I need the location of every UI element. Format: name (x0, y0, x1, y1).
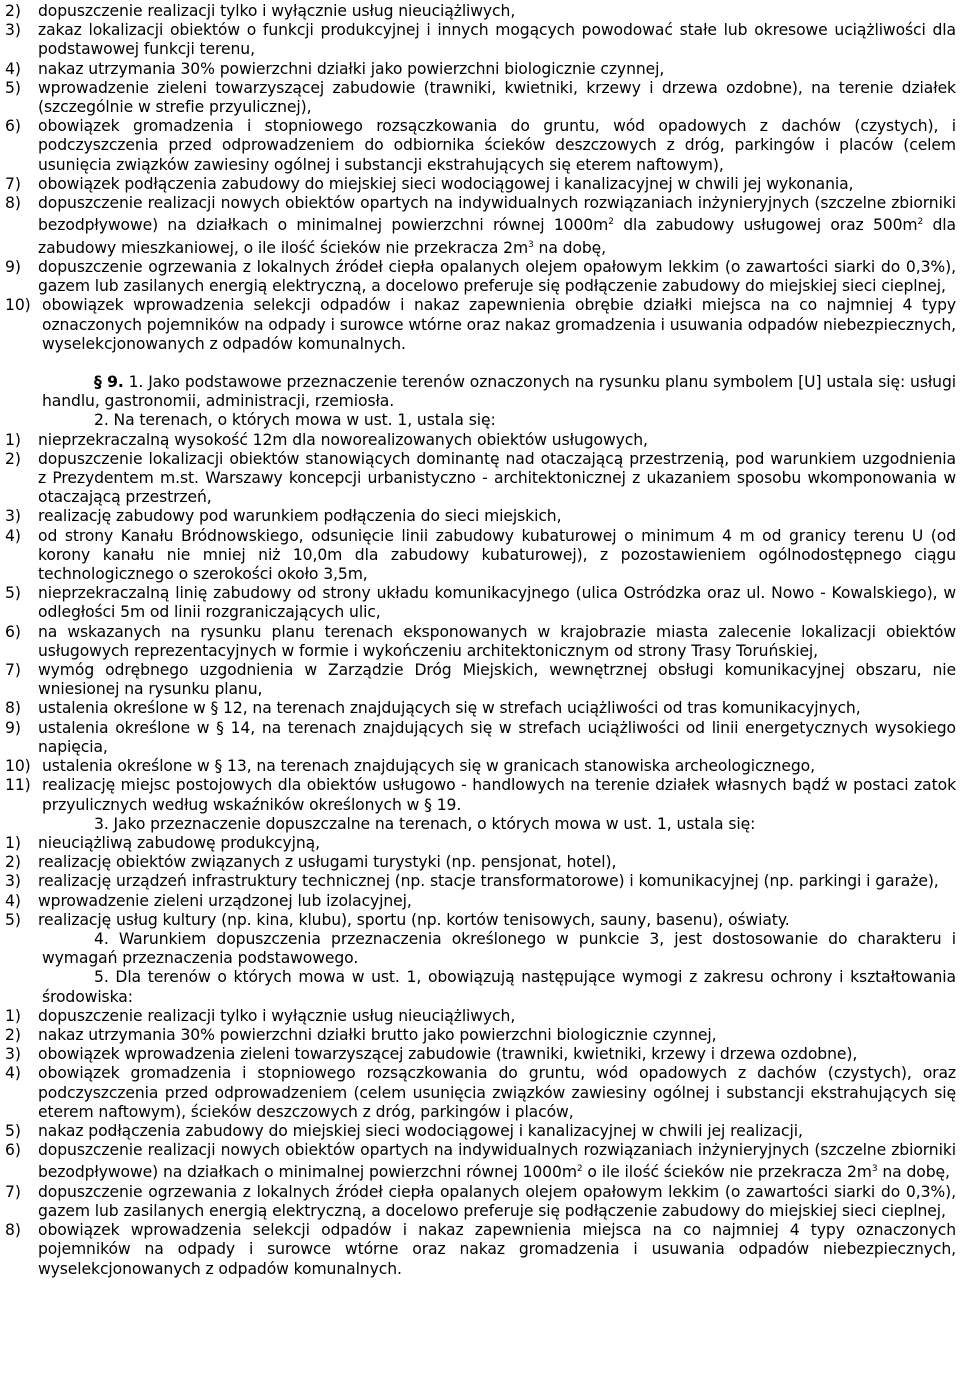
item-number: 8) (5, 1221, 21, 1240)
list-item (5, 527, 956, 585)
list-item (5, 79, 956, 117)
item-number: 9) (5, 258, 21, 277)
section-9-paragraph-4 (5, 930, 956, 968)
item-number: 4) (5, 891, 21, 910)
item-text: realizację miejsc postojowych dla obiektów usługowo - handlowych na terenie działek własnych bądź w postaci zatok przyulicznych według wskaźników określonych w § 19. (42, 776, 956, 814)
item-text: dopuszczenie realizacji nowych obiektów opartych na indywidualnych rozwiązaniach inżynieryjnych (szczelne zbiorniki bezodpływowe) na działkach o minimalnej powierzchni równej $1000m^2$ dla zabudowy usługowej oraz $500m^2$ dla zabudowy mieszkaniowej, o ile ilość ścieków nie przekracza $2m^3$ na dobę, (38, 194, 956, 257)
superscript: 2 (608, 217, 614, 228)
item-number: 7) (5, 174, 21, 193)
item-text: ustalenia określone w § 13, na terenach znajdujących się w granicach stanowiska archeologicznego, (42, 757, 815, 776)
list-a (5, 2, 956, 354)
item-text: realizację usług kultury (np. kina, klubu), sportu (np. kortów tenisowych, sauny, basenu), oświaty. (38, 910, 790, 929)
list-item (5, 1026, 956, 1045)
list-item (5, 911, 956, 930)
section-label: § 9. (94, 373, 124, 392)
list-item (5, 117, 956, 175)
list-item (5, 1141, 956, 1183)
list-item (5, 699, 956, 718)
superscript: 2 (576, 1164, 583, 1175)
item-text: dopuszczenie ogrzewania z lokalnych źródeł ciepła opalanych olejem opałowym lekkim (o zawartości siarki do 0,3%), gazem lub zasilanych energią elektryczną, a docelowo preferuje się podłączenie zabudowy do miejskiej sieci cieplnej, (38, 258, 956, 296)
list-item (5, 1221, 956, 1279)
item-number: 7) (5, 1182, 21, 1201)
superscript: 3 (528, 239, 534, 250)
list-b (5, 431, 956, 815)
list-item (5, 584, 956, 622)
item-number: 4) (5, 526, 21, 545)
section-9-paragraph-1 (5, 373, 956, 411)
list-item (5, 21, 956, 59)
item-number: 2) (5, 449, 21, 468)
item-text: nakaz podłączenia zabudowy do miejskiej sieci wodociągowej i kanalizacyjnej w chwili jej realizacji, (38, 1121, 803, 1140)
item-text: obowiązek wprowadzenia selekcji odpadów i nakaz zapewnienia obrębie działki miejsca na co najmniej 4 typy oznaczonych pojemników na odpady i surowce wtórne oraz nakaz gromadzenia i usuwania odpadów niebezpiecznych, wyselekcjonowanych z odpadów komunalnych. (42, 296, 956, 353)
item-text: realizację zabudowy pod warunkiem podłączenia do sieci miejskich, (38, 507, 562, 526)
item-number: 10) (5, 296, 31, 315)
item-text: dopuszczenie realizacji nowych obiektów opartych na indywidualnych rozwiązaniach inżynieryjnych (szczelne zbiorniki bezodpływowe) na działkach o minimalnej powierzchni równej $1000m^2$ o ile ilość ścieków nie przekracza $2m^3$ na dobę, (38, 1141, 956, 1182)
list-item (5, 296, 956, 354)
list-item (5, 175, 956, 194)
list-item (5, 872, 956, 891)
item-number: 8) (5, 194, 21, 213)
paragraph-text: Jako podstawowe przeznaczenie terenów oznaczonych na rysunku planu symbolem [U] ustala się: usługi handlu, gastronomii, administracji, rzemiosła. (42, 373, 956, 411)
item-text: wprowadzenie zieleni towarzyszącej zabudowie (trawniki, kwietniki, krzewy i drzewa ozdobne), na terenie działek (szczególnie w strefie przyulicznej), (38, 78, 956, 117)
item-number: 1) (5, 1006, 21, 1025)
item-number: 9) (5, 718, 21, 737)
item-text: dopuszczenie realizacji tylko i wyłącznie usług nieuciążliwych, (38, 2, 516, 20)
list-item (5, 194, 956, 258)
item-text: nakaz utrzymania 30% powierzchni działki brutto jako powierzchni biologicznie czynnej, (38, 1025, 717, 1044)
list-item (5, 258, 956, 296)
item-text: ustalenia określone w § 12, na terenach znajdujących się w strefach uciążliwości od tras komunikacyjnych, (38, 699, 861, 718)
list-item (5, 1122, 956, 1141)
item-number: 2) (5, 853, 21, 872)
list-item (5, 1007, 956, 1026)
section-9-paragraph-5 (5, 968, 956, 1006)
list-item (5, 853, 956, 872)
superscript: 3 (871, 1164, 878, 1175)
list-item (5, 2, 956, 21)
item-number: 6) (5, 622, 21, 641)
item-text: od strony Kanału Bródnowskiego, odsunięcie linii zabudowy kubaturowej o minimum 4 m od granicy terenu U (od korony kanału nie mniej niż 10,0m dla zabudowy kubaturowej), z pozostawieniem ogólnodostępnego ciągu technologicznego o szerokości około 3,5m, (38, 526, 956, 584)
item-number: 2) (5, 1025, 21, 1044)
list-d (5, 1007, 956, 1279)
list-item (5, 1183, 956, 1221)
paragraph-gap (5, 354, 956, 373)
item-number: 6) (5, 117, 21, 136)
paragraph-text: 5. Dla terenów o których mowa w ust. 1, obowiązują następujące wymogi z zakresu ochrony i kształtowania środowiska: (42, 968, 956, 1006)
list-item (5, 450, 956, 508)
item-text: nieprzekraczalną linię zabudowy od strony układu komunikacyjnego (ulica Ostródzka oraz ul. Nowo - Kowalskiego), w odległości 5m od linii rozgraniczających ulic, (38, 584, 956, 622)
list-item (5, 507, 956, 526)
item-number: 3) (5, 507, 21, 526)
item-text: nieprzekraczalną wysokość 12m dla noworealizowanych obiektów usługowych, (38, 430, 648, 449)
item-text: obowiązek podłączenia zabudowy do miejskiej sieci wodociągowej i kanalizacyjnej w chwili jej wykonania, (38, 174, 854, 193)
list-c (5, 834, 956, 930)
item-number: 3) (5, 1045, 21, 1064)
item-text: dopuszczenie lokalizacji obiektów stanowiących dominantę nad otaczającą przestrzenią, pod warunkiem uzgodnienia z Prezydentem m.st. Warszawy koncepcji urbanistyczno - architektonicznej z ukazaniem sposobu wkomponowania w otaczającą przestrzeń, (38, 449, 956, 507)
list-item (5, 757, 956, 776)
item-text: dopuszczenie ogrzewania z lokalnych źródeł ciepła opalanych olejem opałowym lekkim (o zawartości siarki do 0,3%), gazem lub zasilanych energią elektryczną, a docelowo preferuje się podłączenie zabudowy do miejskiej sieci cieplnej, (38, 1182, 956, 1220)
list-item (5, 431, 956, 450)
list-item (5, 1064, 956, 1122)
item-number: 5) (5, 584, 21, 603)
list-item (5, 834, 956, 853)
item-text: obowiązek gromadzenia i stopniowego rozsączkowania do gruntu, wód opadowych z dachów (czystych), i podczyszczenia przed odprowadzeniem do odbiornika ścieków deszczowych z dróg, parkingów i placów (celem usunięcia związków zawiesiny ogólnej i substancji ekstrahujących się eterem naftowym), (38, 117, 956, 174)
superscript: 2 (917, 217, 924, 228)
item-number: 6) (5, 1141, 21, 1160)
list-item (5, 892, 956, 911)
item-number: 7) (5, 661, 21, 680)
item-text: nakaz utrzymania 30% powierzchni działki jako powierzchni biologicznie czynnej, (38, 59, 665, 78)
item-text: zakaz lokalizacji obiektów o funkcji produkcyjnej i innych mogących powodować stałe lub okresowe uciążliwości dla podstawowej funkcji terenu, (38, 21, 956, 59)
item-number: 5) (5, 78, 21, 97)
list-item (5, 661, 956, 699)
item-number: 11) (5, 776, 31, 795)
paragraph-text: 4. Warunkiem dopuszczenia przeznaczenia określonego w punkcie 3, jest dostosowanie do charakteru i wymagań przeznaczenia podstawowego. (42, 929, 956, 968)
item-text: obowiązek wprowadzenia selekcji odpadów i nakaz zapewnienia miejsca na co najmniej 4 typy oznaczonych pojemników na odpady i surowce wtórne oraz nakaz gromadzenia i usuwania odpadów niebezpiecznych, wyselekcjonowanych z odpadów komunalnych. (38, 1221, 956, 1278)
list-item (5, 776, 956, 814)
item-text: nieuciążliwą zabudowę produkcyjną, (38, 833, 320, 852)
list-item (5, 60, 956, 79)
item-number: 1) (5, 833, 21, 852)
item-text: wymóg odrębnego uzgodnienia w Zarządzie Dróg Miejskich, wewnętrznej obsługi komunikacyjnej obszaru, nie wniesionej na rysunku planu, (38, 661, 956, 699)
item-text: na wskazanych na rysunku planu terenach eksponowanych w krajobrazie miasta zalecenie lokalizacji obiektów usługowych reprezentacyjnych w formie i wykończeniu architektonicznym od strony Trasy Toruńskiej, (38, 622, 956, 660)
item-text: obowiązek gromadzenia i stopniowego rozsączkowania do gruntu, wód opadowych z dachów (czystych), oraz podczyszczenia przed odprowadzeniem (celem usunięcia związków zawiesiny ogólnej i substancji ekstrahujących się eterem naftowym), ścieków deszczowych z dróg, parkingów i placów, (38, 1064, 956, 1121)
item-number: 1) (5, 430, 21, 449)
item-number: 4) (5, 1064, 21, 1083)
list-item (5, 623, 956, 661)
item-number: 5) (5, 910, 21, 929)
item-number: 2) (5, 2, 21, 20)
item-text: dopuszczenie realizacji tylko i wyłącznie usług nieuciążliwych, (38, 1006, 516, 1025)
item-text: realizację obiektów związanych z usługami turystyki (np. pensjonat, hotel), (38, 853, 617, 872)
section-9-paragraph-3: 3. Jako przeznaczenie dopuszczalne na terenach, o których mowa w ust. 1, ustala się: (94, 814, 756, 833)
item-number: 3) (5, 872, 21, 891)
item-number: 3) (5, 21, 21, 40)
item-text: wprowadzenie zieleni urządzonej lub izolacyjnej, (38, 891, 412, 910)
section-9-paragraph-2: 2. Na terenach, o których mowa w ust. 1, ustala się: (94, 411, 496, 430)
paragraph-number: 1. (128, 373, 144, 392)
item-number: 10) (5, 757, 31, 776)
item-number: 5) (5, 1121, 21, 1140)
item-number: 4) (5, 59, 21, 78)
item-text: ustalenia określone w § 14, na terenach znajdujących się w strefach uciążliwości od linii energetycznych wysokiego napięcia, (38, 718, 956, 756)
item-number: 8) (5, 699, 21, 718)
item-text: realizację urządzeń infrastruktury technicznej (np. stacje transformatorowe) i komunikacyjnej (np. parkingi i garaże), (38, 872, 939, 891)
list-item (5, 1045, 956, 1064)
item-text: obowiązek wprowadzenia zieleni towarzyszącej zabudowie (trawniki, kwietniki, krzewy i drzewa ozdobne), (38, 1045, 858, 1064)
list-item (5, 719, 956, 757)
